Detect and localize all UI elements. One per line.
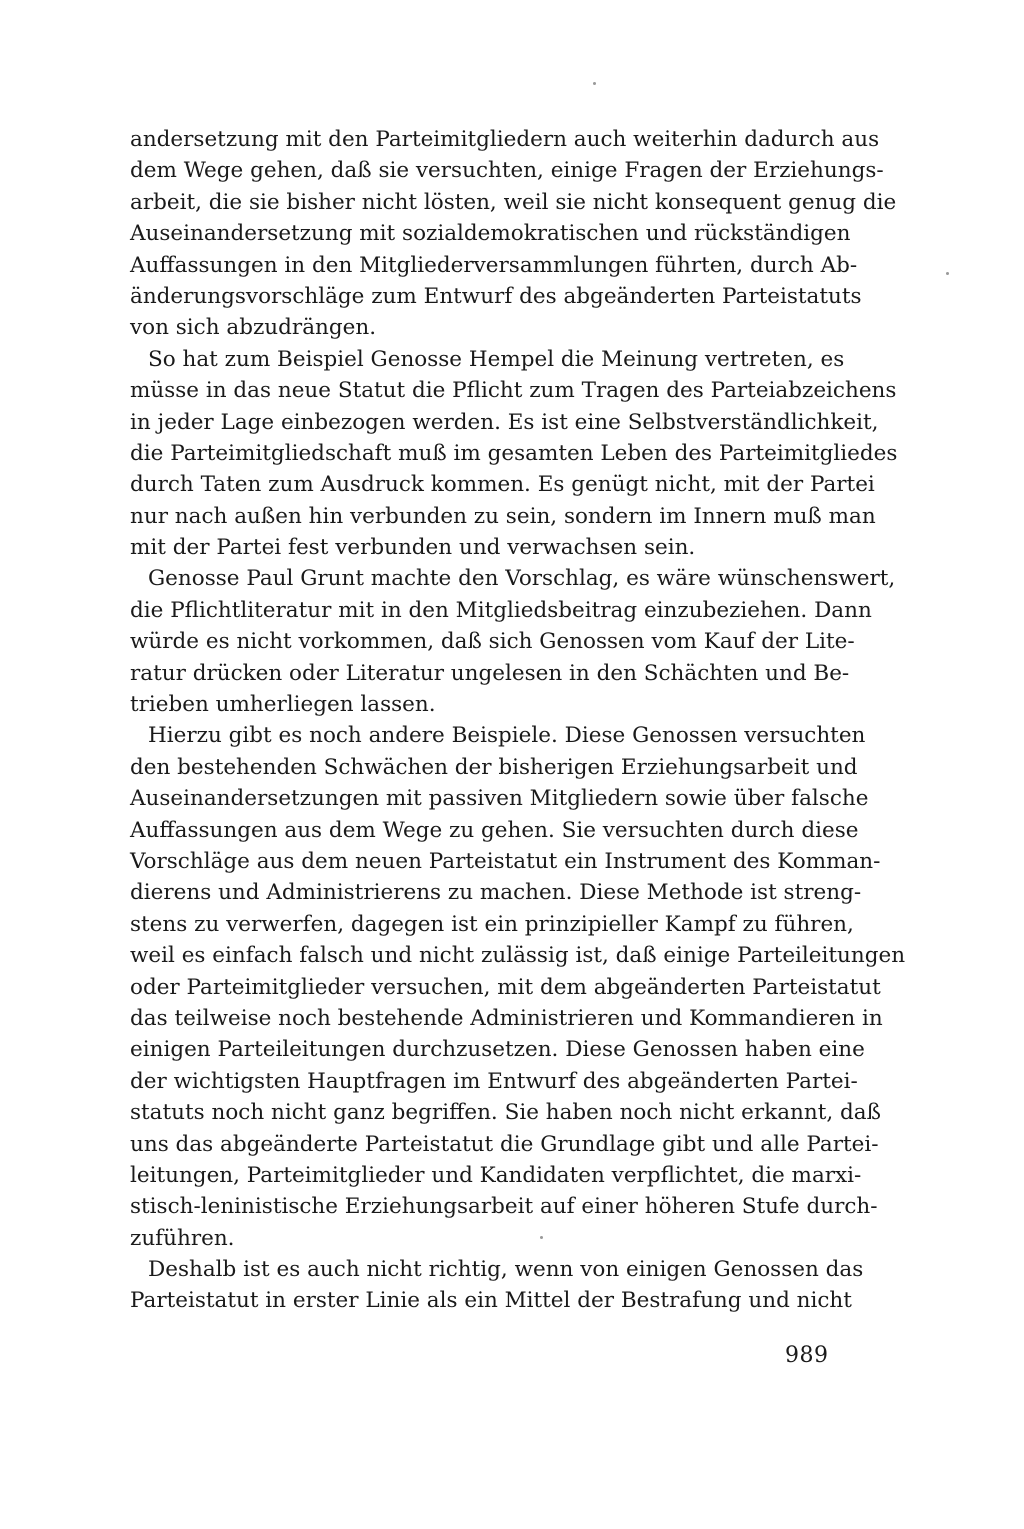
text-line: der wichtigsten Hauptfragen im Entwurf des abgeänderten Partei- (130, 1068, 858, 1094)
text-line: leitungen, Parteimitglieder und Kandidaten verpflichtet, die marxi- (130, 1162, 862, 1188)
text-line: stens zu verwerfen, dagegen ist ein prinzipieller Kampf zu führen, (130, 911, 854, 937)
text-line: einigen Parteileitungen durchzusetzen. Diese Genossen haben eine (130, 1037, 865, 1063)
body-text (130, 124, 906, 1317)
text-line: dem Wege gehen, daß sie versuchten, einige Fragen der Erziehungs- (130, 158, 884, 184)
text-line: statuts noch nicht ganz begriffen. Sie haben noch nicht erkannt, daß (130, 1100, 881, 1126)
text-line: Auffassungen aus dem Wege zu gehen. Sie versuchten durch diese (130, 817, 859, 843)
text-line: würde es nicht vorkommen, daß sich Genossen vom Kauf der Lite- (130, 629, 855, 655)
text-line: ratur drücken oder Literatur ungelesen in den Schächten und Be- (130, 660, 850, 686)
text-line: uns das abgeänderte Parteistatut die Grundlage gibt und alle Partei- (130, 1131, 879, 1157)
text-line: die Pflichtliteratur mit in den Mitgliedsbeitrag einzubeziehen. Dann (130, 597, 872, 623)
text-line: oder Parteimitglieder versuchen, mit dem abgeänderten Parteistatut (130, 974, 881, 1000)
text-line: Vorschläge aus dem neuen Parteistatut ein Instrument des Komman- (130, 848, 881, 874)
text-line: arbeit, die sie bisher nicht lösten, weil sie nicht konsequent genug die (130, 189, 897, 215)
paper-speck (946, 272, 949, 275)
text-line: So hat zum Beispiel Genosse Hempel die Meinung vertreten, es (148, 346, 845, 372)
page-number: 989 (785, 1343, 829, 1368)
text-line: trieben umherliegen lassen. (130, 692, 436, 718)
text-line: zuführen. (130, 1225, 235, 1251)
text-line: Hierzu gibt es noch andere Beispiele. Diese Genossen versuchten (148, 723, 866, 749)
text-line: andersetzung mit den Parteimitgliedern auch weiterhin dadurch aus (130, 127, 880, 152)
text-line: die Parteimitgliedschaft muß im gesamten Leben des Parteimitgliedes (130, 440, 898, 466)
text-line: mit der Partei fest verbunden und verwachsen sein. (130, 535, 696, 561)
text-line: nur nach außen hin verbunden zu sein, sondern im Innern muß man (130, 503, 876, 529)
text-line: änderungsvorschläge zum Entwurf des abgeänderten Parteistatuts (130, 283, 862, 309)
text-line: dierens und Administrierens zu machen. Diese Methode ist streng- (130, 880, 862, 906)
text-line: in jeder Lage einbezogen werden. Es ist eine Selbstverständlichkeit, (130, 409, 879, 435)
text-line: Deshalb ist es auch nicht richtig, wenn von einigen Genossen das (148, 1257, 864, 1283)
paper-speck (593, 82, 596, 85)
text-line: Auseinandersetzungen mit passiven Mitgliedern sowie über falsche (130, 786, 869, 812)
text-line: Auffassungen in den Mitgliederversammlungen führten, durch Ab- (130, 252, 858, 278)
text-line: durch Taten zum Ausdruck kommen. Es genügt nicht, mit der Partei (130, 472, 875, 498)
text-line: weil es einfach falsch und nicht zulässig ist, daß einige Parteileitungen (130, 943, 906, 969)
text-line: Genosse Paul Grunt machte den Vorschlag, es wäre wünschenswert, (148, 566, 896, 592)
text-line: von sich abzudrängen. (130, 315, 377, 341)
text-line: Parteistatut in erster Linie als ein Mittel der Bestrafung und nicht (130, 1288, 852, 1314)
text-line: müsse in das neue Statut die Pflicht zum Tragen des Parteiabzeichens (130, 378, 897, 404)
text-line: das teilweise noch bestehende Administrieren und Kommandieren in (130, 1005, 883, 1031)
text-line: stisch-leninistische Erziehungsarbeit auf einer höheren Stufe durch- (130, 1194, 878, 1220)
text-line: Auseinandersetzung mit sozialdemokratischen und rückständigen (130, 221, 851, 247)
text-line: den bestehenden Schwächen der bisherigen Erziehungsarbeit und (130, 754, 858, 780)
